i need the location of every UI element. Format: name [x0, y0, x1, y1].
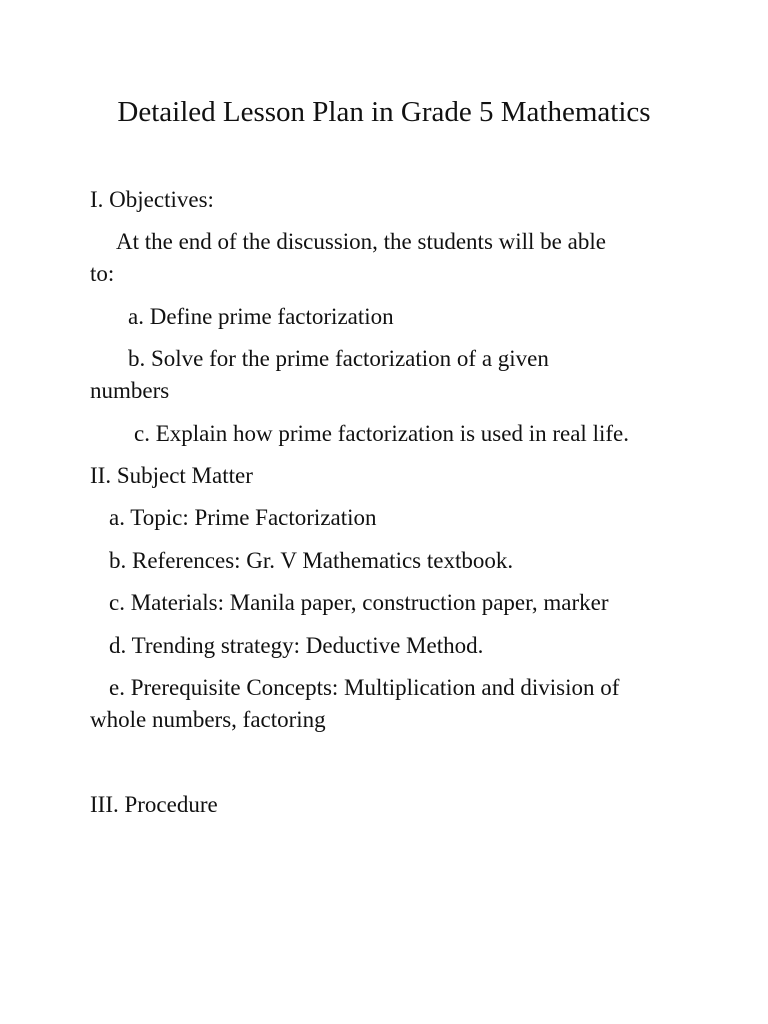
objective-item-b-continuation: numbers [90, 378, 170, 403]
objectives-heading: I. Objectives: [90, 187, 214, 212]
subject-item-materials: c. Materials: Manila paper, construction paper, marker [109, 590, 609, 615]
subject-item-topic: a. Topic: Prime Factorization [109, 505, 377, 530]
subject-item-prerequisites: e. Prerequisite Concepts: Multiplication and division of [109, 675, 620, 700]
objective-item-a: a. Define prime factorization [128, 304, 394, 329]
objectives-intro-continuation: to: [90, 261, 115, 286]
subject-item-strategy: d. Trending strategy: Deductive Method. [109, 633, 484, 658]
subject-item-prerequisites-continuation: whole numbers, factoring [90, 707, 326, 732]
objective-item-c: c. Explain how prime factorization is used in real life. [134, 421, 629, 446]
objectives-intro: At the end of the discussion, the students will be able [116, 229, 606, 254]
objective-item-b: b. Solve for the prime factorization of a given [128, 346, 549, 371]
subject-matter-heading: II. Subject Matter [90, 463, 253, 488]
subject-item-references: b. References: Gr. V Mathematics textbook. [109, 548, 514, 573]
document-title: Detailed Lesson Plan in Grade 5 Mathematics [117, 96, 651, 128]
procedure-heading: III. Procedure [90, 792, 218, 817]
